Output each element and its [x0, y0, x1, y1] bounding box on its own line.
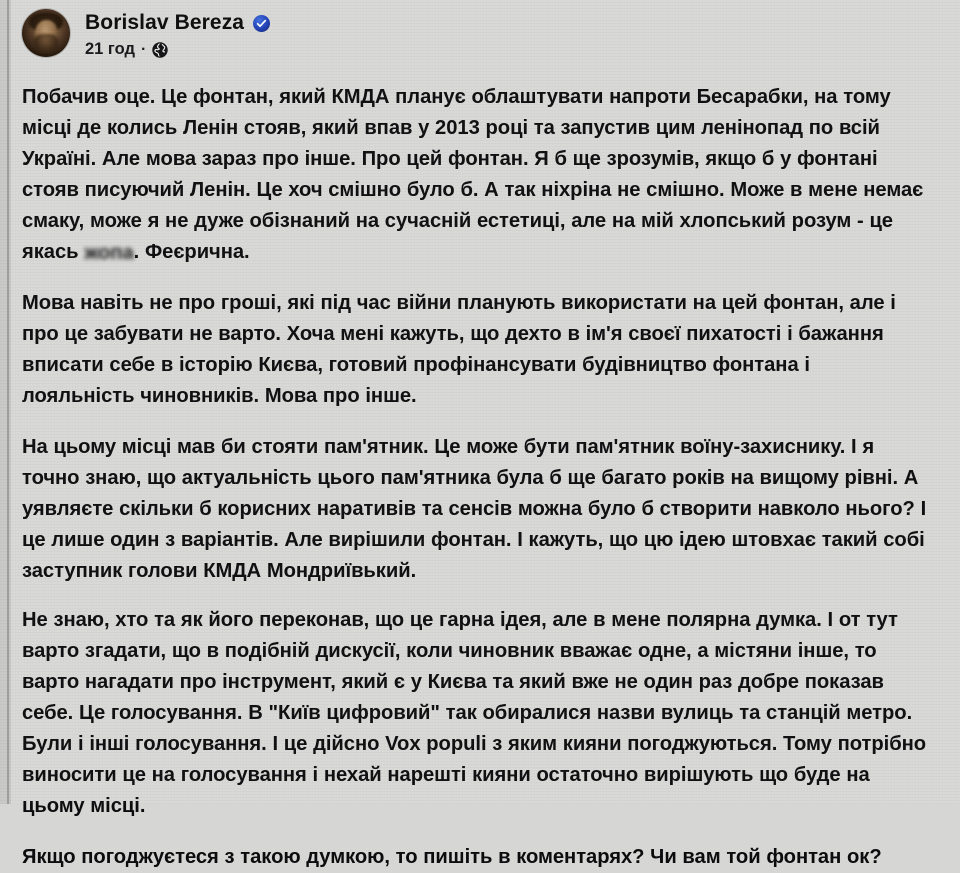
post-paragraph — [22, 82, 928, 268]
paragraph-text-before: Побачив оце. Це фонтан, який КМДА планує облаштувати напроти Бесарабки, на тому місці де колись Ленін стояв, який впав у 2013 році та запустив цим ленінопад по всій Україні. Але мова зараз про інше. Про цей фонтан. Я б ще зрозумів, якщо б у фонтані стояв писуючий Ленін. Це хоч смішно було б. А так ніхріна не смішно. Може в мене немає смаку, може я не дуже обізнаний на сучасній естетиці, але на мій хлопський розум - це якась — [22, 86, 924, 263]
verified-check-icon — [253, 15, 270, 32]
post-paragraph: Якщо погоджуєтеся з такою думкою, то пишіть в коментарях? Чи вам той фонтан ок? — [22, 846, 882, 868]
post-paragraph: На цьому місці мав би стояти пам'ятник. Це може бути пам'ятник воїну-захиснику. І я точно знаю, що актуальність цього пам'ятника була б ще багато років на вищому рівні. А уявляєте скільки б корисних наративів та сенсів можна було б створити навколо нього? І це лише один з варіантів. Але вирішили фонтан. І кажуть, що цю ідею штовхає такий собі заступник голови КМДА Мондриївький. — [22, 436, 927, 582]
post-timestamp[interactable]: 21 год — [85, 40, 135, 58]
post-meta — [85, 40, 270, 59]
paragraph-text-after: . Феєрична. — [133, 241, 250, 263]
post-header — [22, 9, 270, 59]
author-row — [85, 11, 270, 35]
post-paragraph: Не знаю, хто та як його переконав, що це гарна ідея, але в мене полярна думка. І от тут варто згадати, що в подібній дискусії, коли чиновник вважає одне, а містяни інше, то варто нагадати про інструмент, який є у Києва та який вже не один раз добре показав себе. Це голосування. В "Київ цифровий" так обиралися назви вулиць та станцій метро. Були і інші голосування. І це дійсно Vox populi з яким кияни погоджуються. Тому потрібно виносити це на голосування і нехай нарешті кияни остаточно вирішують що буде на цьому місці. — [22, 609, 927, 817]
post-paragraph: Мова навіть не про гроші, які під час війни планують використати на цей фонтан, але і про це забувати не варто. Хоча мені кажуть, що дехто в ім'я своєї пихатості і бажання вписати себе в історію Києва, готовий профінансувати будівництво фонтана і лояльність чиновників. Мова про інше. — [22, 292, 896, 407]
avatar-photo-detail — [34, 34, 59, 53]
post-message — [22, 82, 928, 873]
avatar[interactable] — [22, 9, 70, 57]
meta-separator: · — [140, 41, 147, 58]
redacted-word: жопа — [84, 242, 134, 264]
author-name[interactable]: Borislav Bereza — [85, 11, 245, 34]
globe-public-icon[interactable] — [152, 42, 168, 58]
post-header-text — [85, 9, 270, 59]
